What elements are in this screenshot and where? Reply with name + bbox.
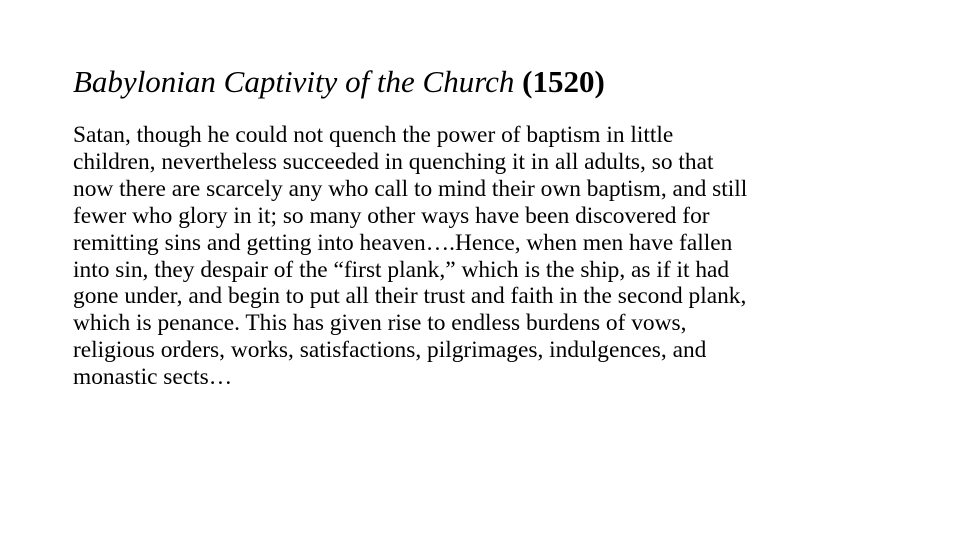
quote-line: now there are scarcely any who call to mind their own baptism, and still: [73, 175, 748, 202]
slide-title: [73, 58, 913, 106]
quote-line: remitting sins and getting into heaven….Hence, when men have fallen: [73, 229, 733, 256]
quote-line: into sin, they despair of the “first plank,” which is the ship, as if it had: [73, 256, 730, 283]
quote-line: which is penance. This has given rise to endless burdens of vows,: [73, 310, 687, 337]
quote-line: fewer who glory in it; so many other ways have been discovered for: [73, 202, 710, 229]
quote-line: Satan, though he could not quench the power of baptism in little: [73, 122, 674, 148]
quote-line: religious orders, works, satisfactions, pilgrimages, indulgences, and: [73, 337, 707, 364]
slide-title-year: (1520): [522, 64, 605, 99]
quote-line: gone under, and begin to put all their trust and faith in the second plank,: [73, 283, 747, 310]
quote-line: children, nevertheless succeeded in quenching it in all adults, so that: [73, 148, 714, 175]
slide-title-text: Babylonian Captivity of the Church: [73, 64, 515, 99]
quote-line: monastic sects…: [73, 364, 233, 391]
quote-body: [73, 122, 903, 391]
